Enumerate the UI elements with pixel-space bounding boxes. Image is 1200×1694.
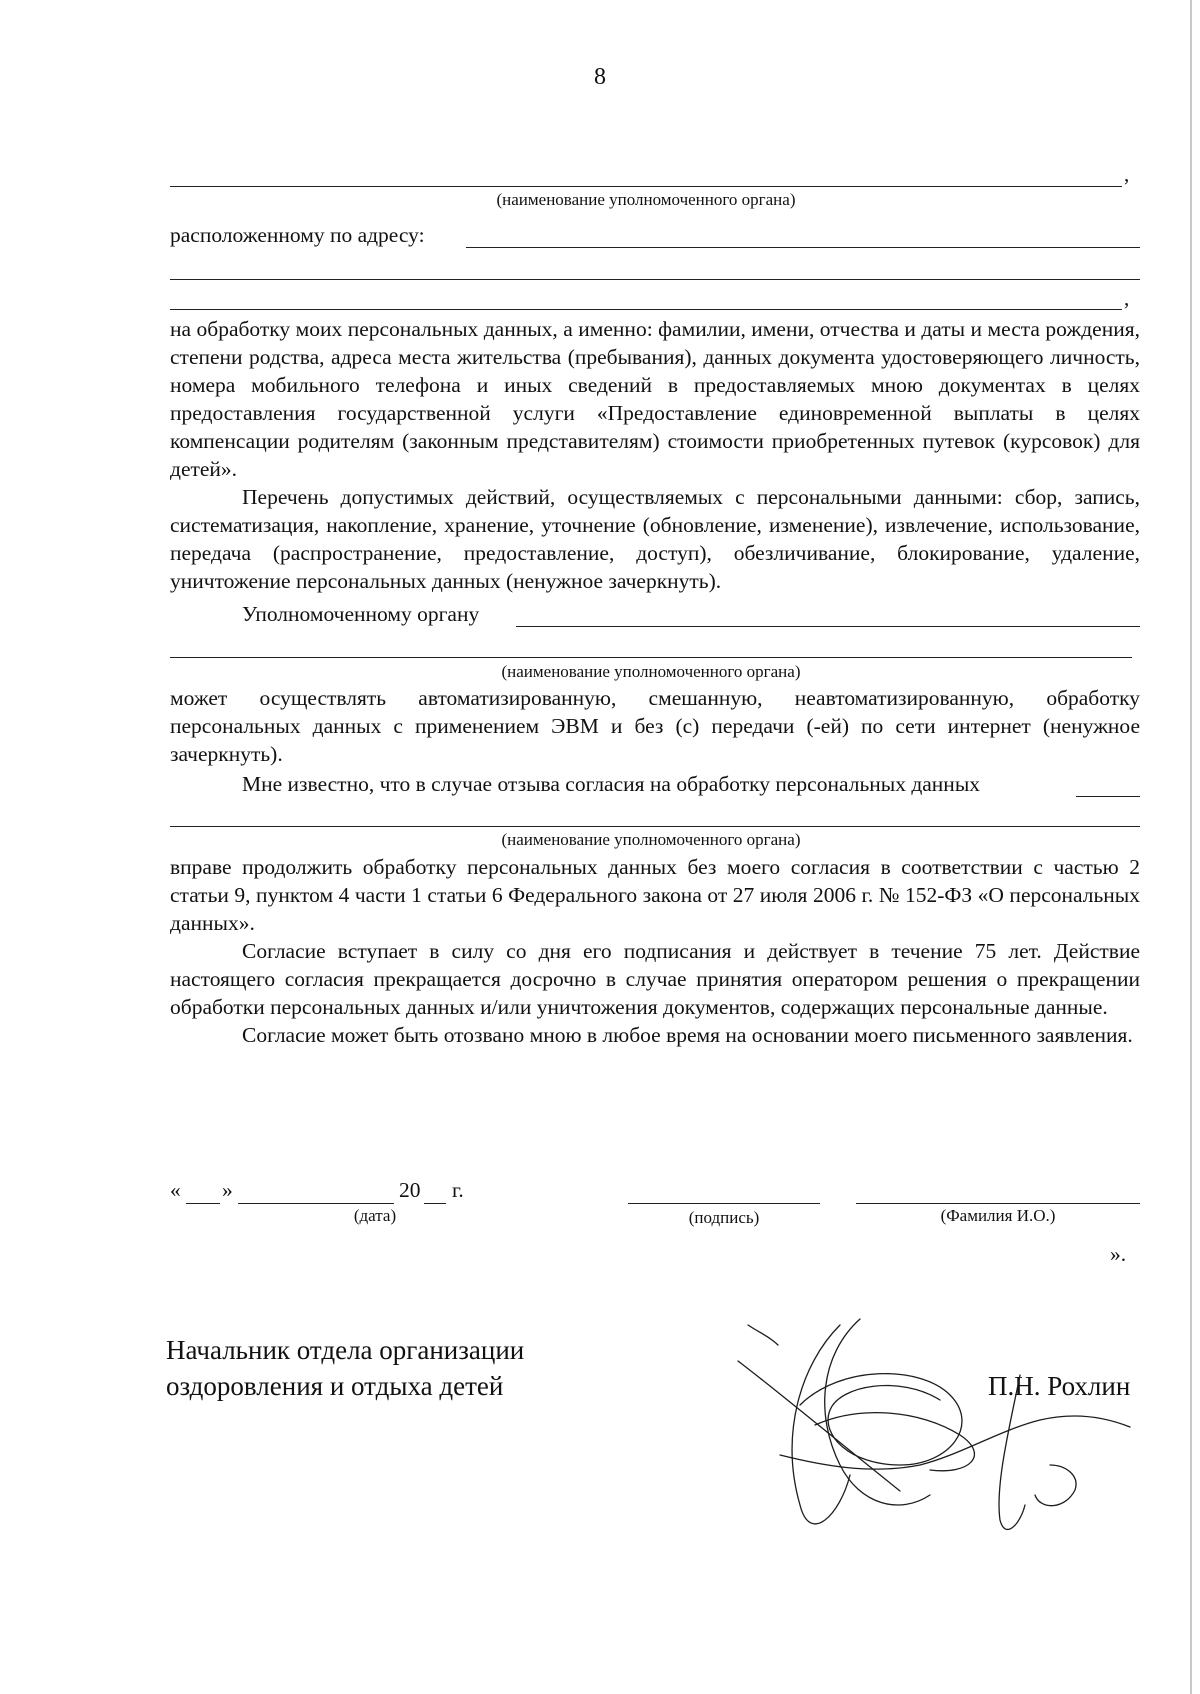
revocation-intro: Мне известно, что в случае отзыва согласия на обработку персональных данных [242, 772, 981, 796]
authority-name-caption: (наименование уполномоченного органа) [501, 830, 801, 849]
comma-mark: , [1124, 286, 1130, 310]
date-close-quote: » [222, 1178, 233, 1202]
signatory-title-line2: оздоровления и отдыха детей [166, 1371, 504, 1401]
date-open-quote: « [170, 1178, 181, 1202]
signature-line [628, 1203, 820, 1204]
address-label: расположенному по адресу: [170, 223, 425, 247]
signature-caption: (подпись) [688, 1208, 760, 1227]
date-year-prefix: 20 [399, 1178, 421, 1202]
withdraw-paragraph: Согласие может быть отозвано мною в любое время на основании моего письменного заявления. [242, 1023, 1133, 1047]
handwritten-signature [720, 1315, 1160, 1555]
date-year-suffix: г. [452, 1178, 464, 1202]
continue-paragraph: вправе продолжить обработку персональных данных без моего согласия в соответствии с частью 2 статьи 9, пунктом 4 части 1 статьи 6 Федерального закона от 27 июля 2006 г. № 152-ФЗ «О персональных данных». [170, 855, 1140, 935]
authority-name-line [170, 186, 1122, 187]
closing-quote: ». [1110, 1242, 1127, 1266]
date-day-line [186, 1203, 220, 1204]
revocation-line-b [170, 826, 1140, 827]
date-caption: (дата) [353, 1206, 397, 1225]
address-line-3 [170, 309, 1122, 310]
authority-name-caption: (наименование уполномоченного органа) [501, 662, 801, 681]
address-line-2 [170, 279, 1140, 280]
actions-paragraph: Перечень допустимых действий, осуществляемых с персональными данными: сбор, запись, систематизация, накопление, хранение, уточнение (обновление, изменение), извлечение, использование, передача (распространение, предоставление, доступ), обезличивание, блокирование, удаление, уничтожение персональных данных (ненужное зачеркнуть). [170, 485, 1140, 593]
automated-paragraph: может осуществлять автоматизированную, смешанную, неавтоматизированную, обработку персональных данных с применением ЭВМ и без (с) передачи (-ей) по сети интернет (ненужное зачеркнуть). [170, 686, 1140, 766]
authority-line-2b [170, 657, 1132, 658]
full-name-line [856, 1203, 1140, 1204]
authority-name-caption: (наименование уполномоченного органа) [496, 190, 796, 209]
consent-body-bottom [170, 853, 1140, 1049]
authority-line-2a [516, 626, 1140, 627]
address-line-1 [466, 247, 1140, 248]
revocation-line-a [1076, 796, 1140, 797]
full-name-caption: (Фамилия И.О.) [940, 1206, 1056, 1225]
date-month-line [238, 1203, 394, 1204]
authority-label: Уполномоченному органу [242, 602, 480, 626]
signatory-name: П.Н. Рохлин [988, 1371, 1131, 1401]
scan-edge [1190, 0, 1192, 1694]
consent-body-top [170, 315, 1140, 595]
signatory-title-line1: Начальник отдела организации [166, 1335, 525, 1365]
validity-paragraph: Согласие вступает в силу со дня его подписания и действует в течение 75 лет. Действие настоящего согласия прекращается досрочно в случае принятия оператором решения о прекращении обработки персональных данных и/или уничтожения документов, содержащих персональные данные. [170, 939, 1140, 1019]
page-number: 8 [594, 64, 606, 90]
date-year-line [424, 1203, 446, 1204]
comma-mark: , [1124, 162, 1130, 186]
processing-paragraph: на обработку моих персональных данных, а именно: фамилии, имени, отчества и даты и места рождения, степени родства, адреса места жительства (пребывания), данных документа удостоверяющего личность, номера мобильного телефона и иных сведений в предоставляемых мною документах в целях предоставления государственной услуги «Предоставление единовременной выплаты в целях компенсации родителям (законным представителям) стоимости приобретенных путевок (курсовок) для детей». [170, 317, 1140, 481]
